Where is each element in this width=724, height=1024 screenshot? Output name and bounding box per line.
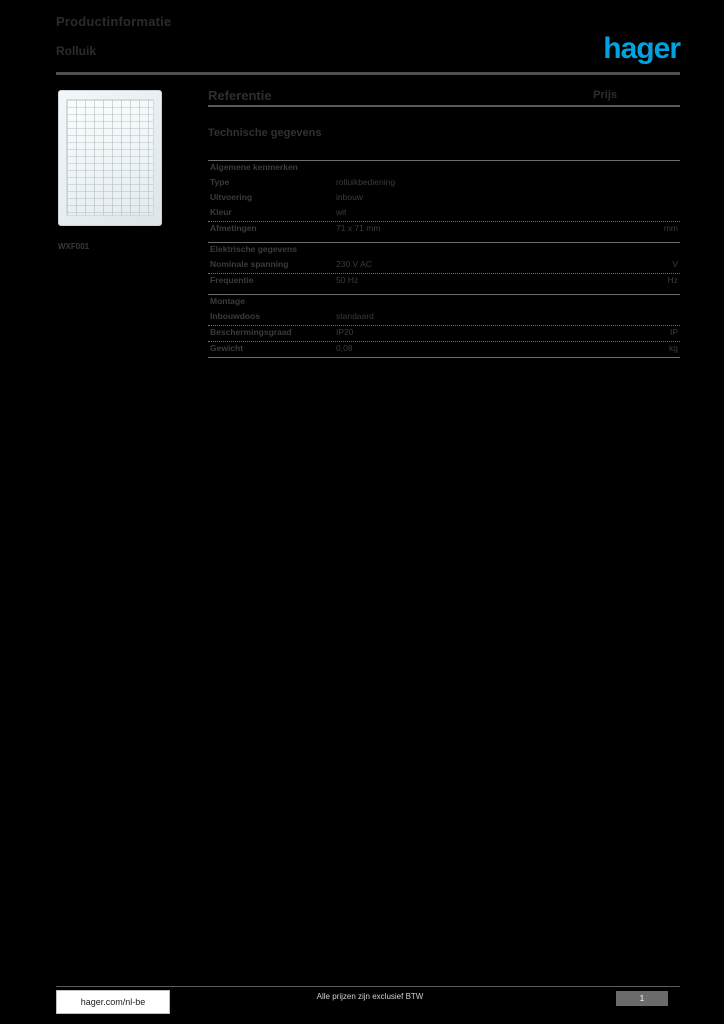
spec-label: Uitvoering	[210, 192, 253, 202]
page-title: Productinformatie	[56, 14, 172, 29]
spec-unit: kg	[669, 343, 678, 353]
table-row	[208, 243, 680, 258]
document-header	[56, 14, 680, 70]
spec-value: IP20	[336, 327, 354, 337]
spec-group	[208, 294, 680, 358]
product-details	[208, 88, 680, 139]
footer-divider	[56, 986, 680, 987]
spec-value: 230 V AC	[336, 259, 372, 269]
table-row	[208, 176, 680, 191]
table-row	[208, 342, 680, 357]
spec-label: Gewicht	[210, 343, 244, 353]
spec-label: Inbouwdoos	[210, 311, 261, 321]
spec-label: Type	[210, 177, 230, 187]
table-row	[208, 191, 680, 206]
table-row	[208, 206, 680, 222]
spec-label: Frequentie	[210, 275, 254, 285]
spec-value: inbouw	[336, 192, 363, 202]
table-row	[208, 295, 680, 310]
spec-label: Kleur	[210, 207, 232, 217]
spec-value: 50 Hz	[336, 275, 359, 285]
footer-url-link[interactable]: hager.com/nl-be	[56, 990, 170, 1014]
table-row	[208, 222, 680, 237]
spec-unit: V	[672, 259, 678, 269]
table-row	[208, 274, 680, 289]
product-image	[58, 90, 162, 226]
reference-code: Referentie	[208, 88, 272, 103]
spec-unit: Hz	[667, 275, 678, 285]
table-row	[208, 326, 680, 342]
product-description: Technische gegevens	[208, 127, 322, 139]
spec-group	[208, 242, 680, 289]
spec-value: wit	[336, 207, 347, 217]
spec-unit: mm	[663, 223, 678, 233]
spec-value: standaard	[336, 311, 374, 321]
product-caption: WXF001	[58, 242, 90, 251]
reference-line	[208, 88, 680, 106]
spec-label: Nominale spanning	[210, 259, 289, 269]
reference-price: Prijs	[593, 89, 617, 101]
spec-label: Afmetingen	[210, 223, 257, 233]
page-number: 1	[616, 991, 668, 1006]
header-divider	[56, 72, 680, 75]
spec-label: Elektrische gegevens	[210, 244, 297, 254]
spec-label: Montage	[210, 296, 245, 306]
spec-label: Algemene kenmerken	[210, 162, 298, 172]
spec-value: 0,08	[336, 343, 353, 353]
hager-logo: hager	[603, 32, 680, 65]
spec-value: rolluikbediening	[336, 177, 396, 187]
spec-group	[208, 160, 680, 237]
table-row	[208, 310, 680, 326]
spec-unit: IP	[669, 327, 678, 337]
spec-label: Beschermingsgraad	[210, 327, 292, 337]
reference-divider	[208, 105, 680, 107]
table-row	[208, 161, 680, 176]
table-row	[208, 258, 680, 274]
specifications-table	[208, 160, 680, 358]
product-image-texture	[66, 99, 154, 216]
page-subtitle: Rolluik	[56, 44, 97, 58]
spec-value: 71 x 71 mm	[336, 223, 381, 233]
footer-note: Alle prijzen zijn exclusief BTW	[316, 992, 424, 1001]
